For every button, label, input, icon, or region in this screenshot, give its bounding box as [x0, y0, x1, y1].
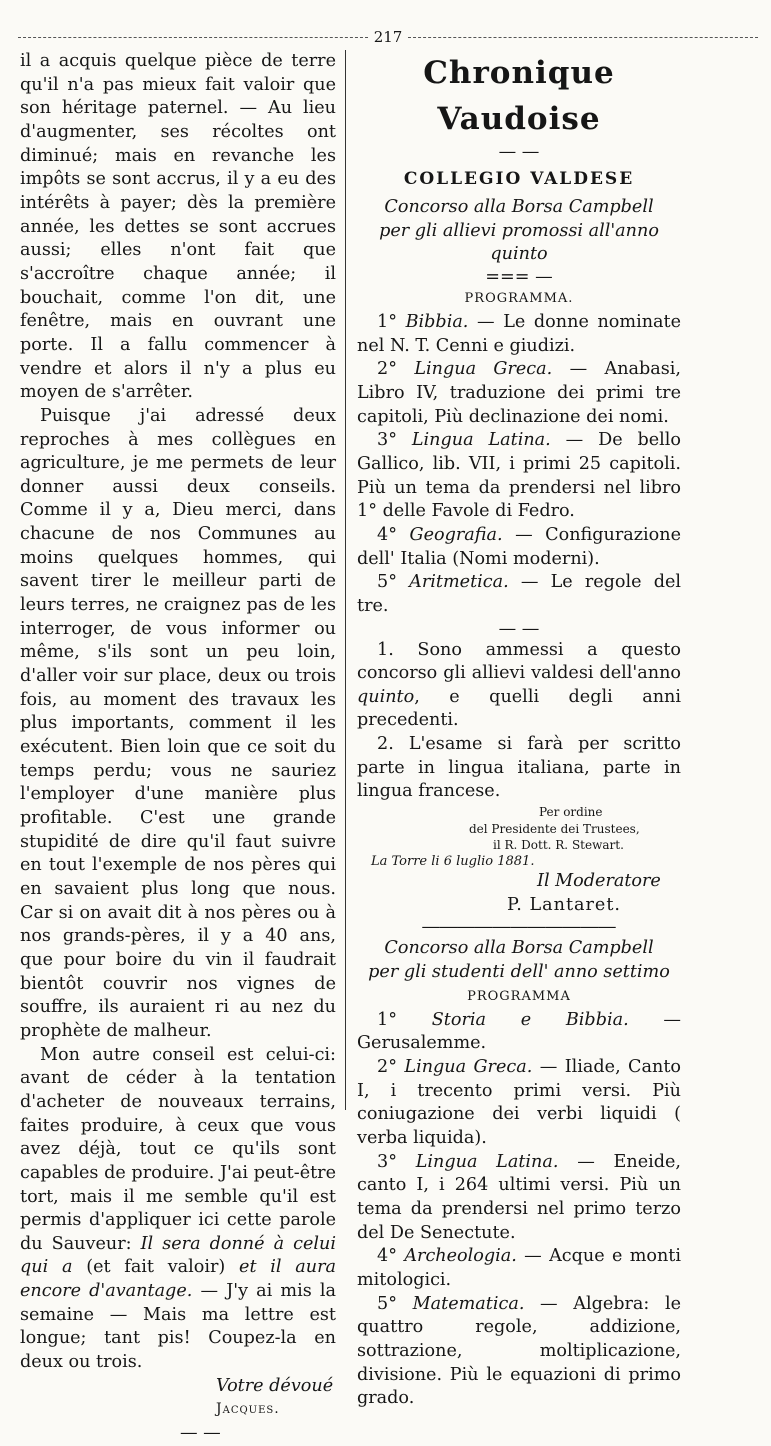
programma-item — [357, 524, 681, 571]
concorso-heading-line: per gli allievi promossi all'anno quinto — [379, 220, 659, 265]
item-text: — Iliade, Canto I, i trecento primi versi. Più coniugazione dei verbi liquidi ( verba liquida). — [357, 1057, 681, 1148]
item-text: — Eneide, canto I, i 264 ultimi versi. Più un tema da prendersi nel primo terzo del De Senectute. — [357, 1151, 682, 1243]
item-text: — Le donne nominate nel N. T. Cenni e giudizi. — [357, 311, 681, 356]
chronicle-title: Chronique Vaudoise — [423, 55, 615, 137]
moderator-title: Il Moderatore — [537, 871, 661, 892]
note: 2. L'esame si farà per scritto parte in lingua italiana, parte in lingua francese. — [357, 734, 681, 802]
moderator-name: P. Lantaret. — [507, 894, 622, 915]
programma-item — [357, 1056, 681, 1151]
item-text: — Algebra: le quattro regole, addizione, sottrazione, moltiplicazione, divisione. Più le equazioni di primo grado. — [357, 1293, 682, 1409]
programma-item — [357, 1293, 681, 1411]
header-rule-right — [408, 37, 758, 38]
programma-heading: PROGRAMMA — [467, 988, 571, 1004]
separator: — — — [498, 618, 540, 639]
item-number: 4° — [377, 1246, 397, 1267]
page-header — [18, 30, 758, 44]
programma-item — [357, 1245, 681, 1292]
left-column — [20, 50, 336, 1446]
item-number: 5° — [377, 572, 397, 593]
page-number: 217 — [373, 28, 403, 46]
item-text: — De bello Gallico, lib. VII, i primi 25 capitoli. Più un tema da prendersi nel libro 1° delle Favole di Fedro. — [357, 430, 681, 522]
quote-span: Il sera donné à celui qui a — [20, 1233, 336, 1278]
note — [357, 639, 681, 734]
item-number: 2° — [377, 1057, 397, 1078]
signature-line: Votre dévoué — [216, 1375, 334, 1396]
order-line: il R. Dott. R. Stewart. — [493, 838, 624, 853]
order-line: del Presidente dei Trustees, — [469, 821, 640, 836]
programma-item — [357, 429, 681, 524]
separator-rule: ――――――――――― — [422, 917, 616, 938]
section-title: COLLEGIO VALDESE — [403, 169, 635, 189]
place-date: La Torre li 6 luglio 1881. — [371, 853, 535, 869]
note-italic: quinto — [357, 686, 415, 707]
concorso-heading-line: Concorso alla Borsa Campbell — [384, 197, 654, 217]
paragraph: il a acquis quelque pièce de terre qu'il n'a pas mieux fait valoir que son héritage paternel. — Au lieu d'augmenter, ses récoltes ont diminué; mais en revanche les impôts se sont accrus, il y a eu des intérêts à payer; dès la première année, les dettes se sont accrues aussi; elles n'ont fait que s'accroître chaque année; il bouchait, comme l'on dit, une fenêtre, mais en ouvrant une porte. Il a fallu commencer à vendre et alors il n'y a plus eu moyen de s'arrêter. — [20, 51, 336, 403]
signature-name: Jacques. — [216, 1401, 280, 1418]
order-block — [357, 804, 681, 870]
item-subject: Lingua Latina. — [415, 1151, 559, 1172]
item-text: — Anabasi, Libro IV, traduzione dei primi tre capitoli, Più declinazione dei nomi. — [357, 359, 682, 427]
item-text: — Configurazione dell' Italia (Nomi moderni). — [357, 524, 682, 569]
separator: === — — [485, 266, 553, 287]
note-text: 1. Sono ammessi a questo concorso gli allievi valdesi dell'anno — [357, 639, 681, 684]
item-text: — Acque e monti mitologici. — [357, 1246, 682, 1290]
item-number: 2° — [377, 359, 397, 380]
programma-list — [357, 311, 681, 619]
separator: — — — [498, 142, 540, 162]
item-subject: Matematica. — [412, 1293, 525, 1314]
paragraph: Puisque j'ai adressé deux reproches à mes collègues en agriculture, je me permets de leur donner aussi deux conseils. Comme il y a, Dieu merci, dans chacune de nos Communes au moins quelques hommes, qui savent tirer le meilleur parti de leurs terres, ne craignez pas de les interroger, de vous informer ou même, s'ils sont un peu loin, d'aller voir sur place, deux ou trois fois, au moment des travaux les plus importants, comment il les exécutent. Bien loin que ce soit du temps perdu; vous ne sauriez l'employer d'une manière plus profitable. C'est une grande stupidité de dire qu'il faut suivre en tout l'exemple de nos pères qui en savaient plus long que nous. Car si on avait dit à nos pères ou à nos grands-pères, il y a 40 ans, que pour boire du vin il faudrait bientôt couvrir nos vignes de souffre, ils auraient ri au nez du prophète de malheur. — [20, 405, 336, 1041]
programma-item — [357, 358, 681, 429]
text-span: Mon autre conseil est celui-ci: avant de céder à la tentation d'acheter de nouveaux terrains, faites produire, à ceux que vous avez déjà, tout ce qu'ils sont capables de produire. J'ai peut-être tort, mais il me semble qu'il est permis d'appliquer ici cette parole du Sauveur: — [20, 1044, 336, 1254]
note-text: , e quelli degli anni precedenti. — [357, 686, 681, 731]
item-subject: Lingua Greca. — [414, 359, 553, 380]
item-subject: Archeologia. — [404, 1246, 517, 1267]
item-subject: Storia e Bibbia. — [431, 1009, 629, 1030]
programma-item — [357, 311, 681, 358]
programma-item — [357, 571, 681, 618]
paragraph — [20, 1044, 336, 1375]
item-number: 1° — [377, 311, 397, 332]
programma-item — [357, 1009, 681, 1056]
item-subject: Bibbia. — [405, 311, 469, 332]
item-number: 1° — [377, 1009, 397, 1030]
end-mark: — — — [180, 1423, 221, 1444]
right-column — [357, 50, 681, 1411]
item-number: 3° — [377, 430, 397, 451]
programma-heading: PROGRAMMA. — [464, 290, 574, 306]
item-number: 3° — [377, 1151, 397, 1172]
order-line: Per ordine — [539, 805, 603, 820]
quote-span: et il aura encore d'avantage. — [20, 1257, 336, 1302]
item-number: 5° — [377, 1293, 397, 1314]
item-text: — Le regole del tre. — [357, 572, 682, 616]
concorso-heading-line: per gli studenti dell' anno settimo — [368, 962, 670, 983]
item-subject: Geografia. — [409, 524, 503, 545]
item-subject: Lingua Latina. — [411, 430, 551, 451]
item-number: 4° — [377, 524, 397, 545]
text-span: (et fait valoir) — [72, 1257, 240, 1278]
concorso-heading-line: Concorso alla Borsa Campbell — [384, 938, 654, 959]
item-subject: Lingua Greca. — [404, 1057, 533, 1078]
header-rule-left — [18, 37, 368, 38]
text-span: — J'y ai mis la semaine — Mais ma lettre est longue; tant pis! Coupez-la en deux ou trois. — [20, 1281, 336, 1373]
column-divider — [345, 50, 346, 1110]
item-subject: Aritmetica. — [409, 572, 509, 593]
item-text: — Gerusalemme. — [357, 1009, 682, 1054]
programma-item — [357, 1151, 681, 1246]
